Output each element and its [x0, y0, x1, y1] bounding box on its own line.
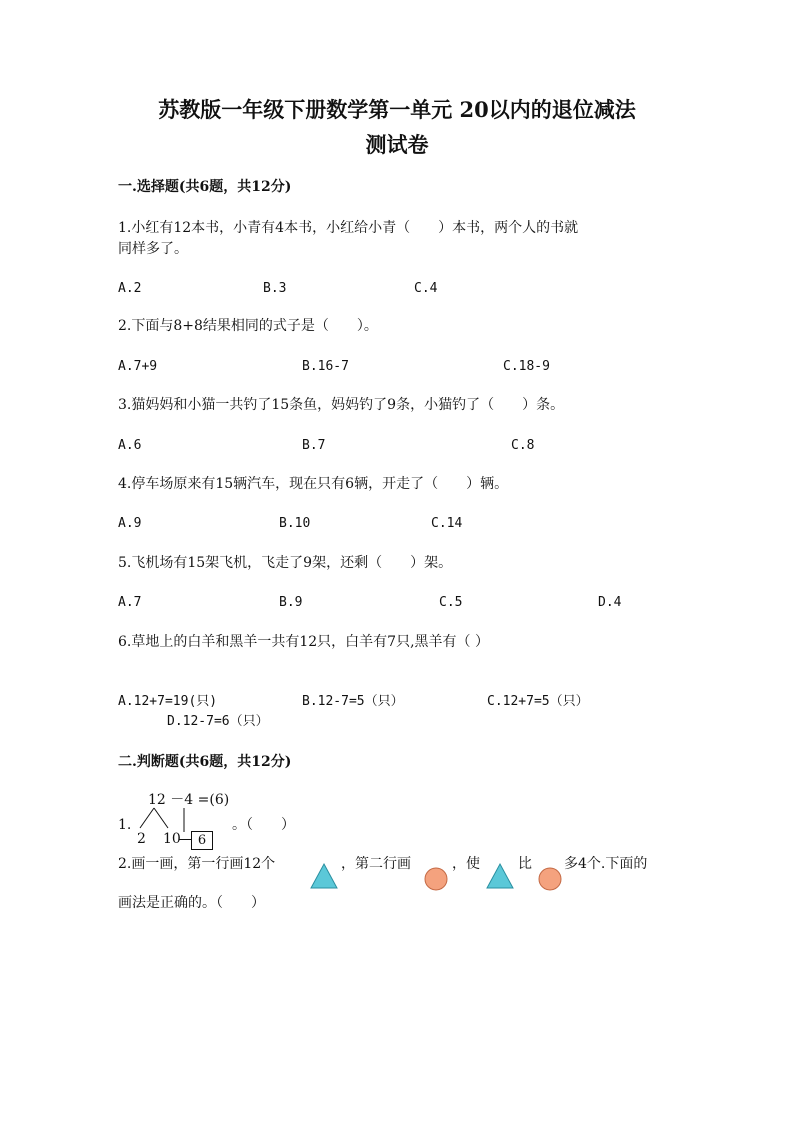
question-1: 1.小红有12本书，小青有4本书，小红给小青（ ）本书，两个人的书就 — [118, 220, 579, 236]
q5-option-a: A.7 — [118, 595, 142, 610]
q3-option-b: B.7 — [302, 438, 326, 453]
judge-q1-blank: 。（ ） — [232, 817, 295, 833]
q4-option-c: C.14 — [431, 516, 463, 531]
judge-q1-split-b: 10 — [163, 831, 181, 847]
circle-icon — [423, 866, 449, 892]
judge-q1-answer-box: 6 — [191, 831, 213, 850]
question-3: 3.猫妈妈和小猫一共钓了15条鱼，妈妈钓了9条，小猫钓了（ ）条。 — [118, 397, 565, 413]
q5-option-b: B.9 — [279, 595, 303, 610]
q2-option-c: C.18-9 — [503, 359, 550, 374]
q3-option-c: C.8 — [511, 438, 535, 453]
question-4: 4.停车场原来有15辆汽车，现在只有6辆，开走了（ ）辆。 — [118, 476, 509, 492]
q4-option-a: A.9 — [118, 516, 142, 531]
q4-option-b: B.10 — [279, 516, 311, 531]
judge-q1-number: 1. — [118, 817, 132, 833]
q2-option-b: B.16-7 — [302, 359, 349, 374]
q6-option-a: A.12+7=19(只) — [118, 694, 218, 709]
section-heading-judge: 二.判断题(共6题，共12分) — [118, 754, 292, 770]
judge-q1-connector — [179, 839, 191, 840]
q1-option-b: B.3 — [263, 281, 287, 296]
judge-q2-text-b: ，第二行画 — [341, 856, 411, 872]
judge-q2-text-e: 多4个.下面的 — [564, 856, 648, 872]
triangle-icon — [309, 862, 339, 890]
question-2: 2.下面与8+8结果相同的式子是（ ）。 — [118, 318, 378, 334]
judge-q1-split-a: 2 — [137, 831, 146, 847]
q6-option-b: B.12-7=5（只） — [302, 694, 404, 709]
question-5: 5.飞机场有15架飞机，飞走了9架，还剩（ ）架。 — [118, 555, 453, 571]
page-title-line2: 测试卷 — [365, 132, 429, 157]
q5-option-c: C.5 — [439, 595, 463, 610]
q2-option-a: A.7+9 — [118, 359, 158, 374]
q3-option-a: A.6 — [118, 438, 142, 453]
judge-q2-text-line2: 画法是正确的。（ ） — [118, 895, 265, 911]
triangle-icon — [485, 862, 515, 890]
question-6: 6.草地上的白羊和黑羊一共有12只，白羊有7只,黑羊有（ ） — [118, 634, 489, 650]
section-heading-choice: 一.选择题(共6题，共12分) — [118, 179, 292, 195]
judge-q2-text-c: ，使 — [452, 856, 480, 872]
q6-option-c: C.12+7=5（只） — [487, 694, 589, 709]
q1-option-a: A.2 — [118, 281, 142, 296]
judge-q2-text-a: 2.画一画，第一行画12个 — [118, 856, 276, 872]
judge-q2-text-d: 比 — [518, 856, 532, 872]
page-title: 苏教版一年级下册数学第一单元 20以内的退位减法 — [158, 97, 636, 122]
q5-option-d: D.4 — [598, 595, 622, 610]
judge-q1-expression: 12 －4 =(6) — [148, 792, 230, 808]
question-1-cont: 同样多了。 — [118, 241, 188, 257]
q6-option-d: D.12-7=6（只） — [167, 714, 269, 729]
circle-icon — [537, 866, 563, 892]
q1-option-c: C.4 — [414, 281, 438, 296]
